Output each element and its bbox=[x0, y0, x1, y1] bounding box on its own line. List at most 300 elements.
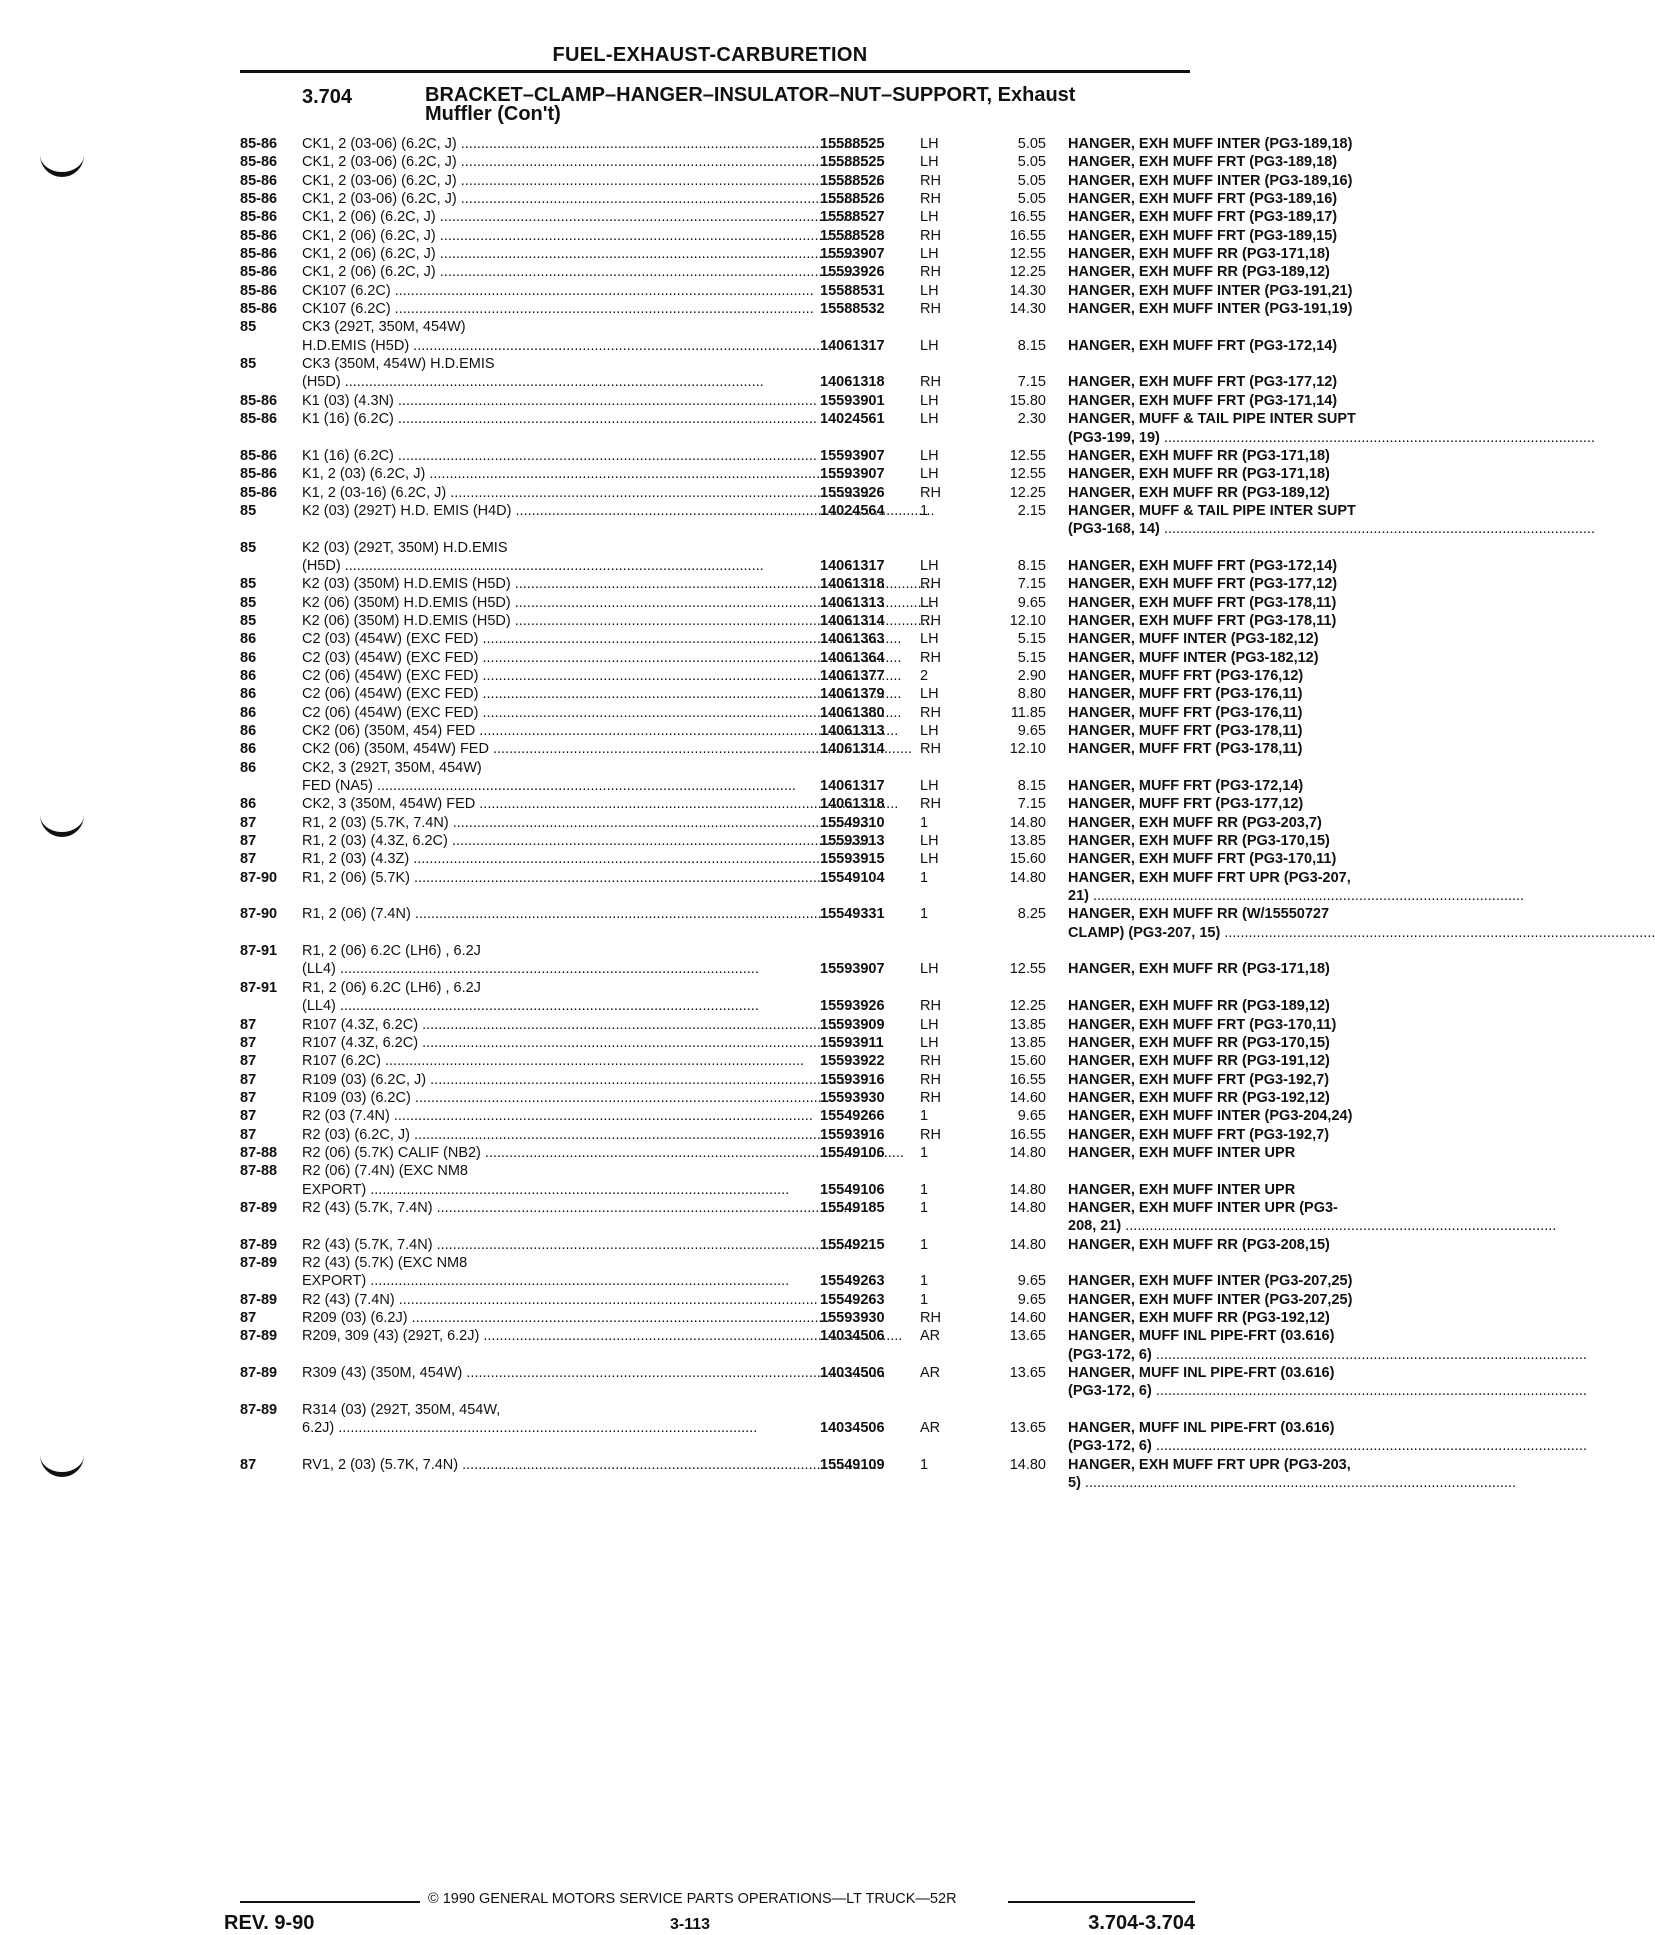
side-qty-cell: 1 bbox=[920, 1199, 929, 1216]
side-qty-cell: 1 bbox=[920, 1144, 929, 1161]
model-year-cell: 87 bbox=[240, 1034, 257, 1051]
table-row bbox=[240, 1236, 1330, 1254]
part-name-cell: HANGER, EXH MUFF INTER UPR (PG3- bbox=[1068, 1199, 1338, 1216]
part-name-cell: HANGER, EXH MUFF FRT UPR (PG3-203, bbox=[1068, 1456, 1351, 1473]
model-year-cell: 85-86 bbox=[240, 136, 278, 152]
parts-table bbox=[240, 135, 1356, 1492]
footer-rule-right bbox=[1008, 1901, 1195, 1903]
price-cell: 14.80 bbox=[1009, 1236, 1046, 1253]
application-cell: R2 (43) (7.4N) ..... bbox=[302, 1291, 798, 1309]
part-number-cell: 15549310 bbox=[820, 814, 885, 831]
side-qty-cell: LH bbox=[920, 833, 939, 850]
model-year-cell: 87-90 bbox=[240, 906, 278, 923]
model-year-cell: 86 bbox=[240, 741, 257, 758]
table-row bbox=[240, 740, 1303, 758]
application-cell: R107 (4.3Z, 6.2C) ..... bbox=[302, 1016, 798, 1034]
model-year-cell: 87 bbox=[240, 1126, 257, 1143]
application-cell: CK2, 3 (350M, 454W) FED ..... bbox=[302, 795, 798, 813]
side-qty-cell: 1 bbox=[920, 502, 929, 519]
model-year-cell: 85-86 bbox=[240, 154, 278, 171]
table-row bbox=[240, 318, 1190, 336]
model-year-cell: 87-89 bbox=[240, 1199, 278, 1216]
application-cell: K2 (06) (350M) H.D.EMIS (H5D) ..... bbox=[302, 612, 798, 630]
table-row bbox=[240, 1052, 1330, 1070]
table-row bbox=[240, 153, 1338, 171]
table-row bbox=[240, 1144, 1296, 1162]
side-qty-cell: 1 bbox=[920, 814, 929, 831]
side-qty-cell: AR bbox=[920, 1328, 941, 1345]
price-cell: 11.85 bbox=[1010, 704, 1046, 721]
part-number-cell: 15588526 bbox=[820, 191, 885, 208]
model-year-cell: 87-88 bbox=[240, 1163, 278, 1180]
price-cell: 5.15 bbox=[1017, 631, 1046, 648]
part-number-cell: 15593907 bbox=[820, 961, 885, 978]
model-year-cell: 85-86 bbox=[240, 447, 278, 464]
table-row bbox=[240, 1181, 1296, 1199]
application-cell: K1, 2 (03-16) (6.2C, J) ..... bbox=[302, 484, 798, 502]
price-cell: 13.65 bbox=[1009, 1420, 1046, 1437]
side-qty-cell: RH bbox=[920, 576, 941, 593]
part-name-cell: HANGER, EXH MUFF RR (PG3-171,18) bbox=[1068, 246, 1330, 263]
application-cell: EXPORT) ..... bbox=[302, 1272, 798, 1290]
part-name-cell: HANGER, EXH MUFF RR (PG3-203,7) bbox=[1068, 814, 1322, 831]
price-cell: 14.60 bbox=[1009, 1310, 1046, 1326]
application-cell: C2 (06) (454W) (EXC FED) ..... bbox=[302, 704, 798, 722]
price-cell: 7.15 bbox=[1017, 796, 1046, 813]
application-cell: C2 (03) (454W) (EXC FED) ..... bbox=[302, 649, 798, 667]
part-number-cell: 14061317 bbox=[820, 337, 885, 354]
application-cell: K2 (03) (292T, 350M) H.D.EMIS bbox=[302, 539, 508, 556]
part-name-cell: HANGER, EXH MUFF FRT (PG3-177,12) bbox=[1068, 576, 1338, 593]
table-row bbox=[240, 722, 1303, 740]
side-qty-cell: RH bbox=[920, 741, 941, 758]
side-qty-cell: LH bbox=[920, 557, 939, 574]
part-name-cell: HANGER, EXH MUFF FRT (PG3-172,14) bbox=[1068, 337, 1338, 354]
side-qty-cell: LH bbox=[920, 246, 939, 263]
part-name-cell: HANGER, MUFF INTER (PG3-182,12) bbox=[1068, 631, 1319, 648]
price-cell: 9.65 bbox=[1017, 1291, 1046, 1308]
part-number-cell: 15549331 bbox=[820, 906, 885, 923]
price-cell: 5.15 bbox=[1017, 649, 1046, 666]
model-year-cell: 87 bbox=[240, 1310, 257, 1326]
price-cell: 8.80 bbox=[1017, 686, 1046, 703]
table-row bbox=[240, 245, 1330, 263]
side-qty-cell: RH bbox=[920, 301, 941, 318]
application-cell: C2 (06) (454W) (EXC FED) ..... bbox=[302, 685, 798, 703]
footer-page-number: 3-113 bbox=[669, 1916, 711, 1933]
application-cell: R2 (43) (5.7K, 7.4N) ..... bbox=[302, 1199, 798, 1217]
price-cell: 14.80 bbox=[1009, 814, 1046, 831]
table-row bbox=[240, 795, 1304, 813]
price-cell: 9.65 bbox=[1017, 594, 1046, 611]
part-number-cell: 14061317 bbox=[820, 557, 885, 574]
model-year-cell: 87-89 bbox=[240, 1328, 278, 1345]
part-name-cell: HANGER, EXH MUFF RR (PG3-189,12) bbox=[1068, 264, 1330, 281]
model-year-cell: 85-86 bbox=[240, 466, 278, 483]
part-name-cell: 21) ..... bbox=[1068, 887, 1438, 905]
model-year-cell: 85-86 bbox=[240, 282, 278, 299]
part-name-cell: HANGER, EXH MUFF RR (PG3-170,15) bbox=[1068, 833, 1330, 850]
part-number-cell: 14061314 bbox=[820, 612, 885, 629]
application-cell: C2 (06) (454W) (EXC FED) ..... bbox=[302, 667, 798, 685]
part-number-cell: 14061318 bbox=[820, 796, 885, 813]
application-cell: R1, 2 (06) 6.2C (LH6) , 6.2J bbox=[302, 979, 481, 996]
application-cell: R314 (03) (292T, 350M, 454W, bbox=[302, 1401, 501, 1418]
side-qty-cell: LH bbox=[920, 136, 939, 152]
model-year-cell: 86 bbox=[240, 631, 257, 648]
table-row bbox=[240, 539, 1190, 557]
table-row bbox=[240, 355, 1190, 373]
application-cell: (LL4) ..... bbox=[302, 960, 798, 978]
price-cell: 8.15 bbox=[1017, 778, 1046, 795]
table-row bbox=[240, 520, 1190, 538]
application-cell: CK1, 2 (03-06) (6.2C, J) ..... bbox=[302, 172, 798, 190]
side-qty-cell: LH bbox=[920, 392, 939, 409]
part-number-cell: 14034506 bbox=[820, 1420, 885, 1437]
model-year-cell: 85-86 bbox=[240, 209, 278, 226]
price-cell: 12.55 bbox=[1009, 961, 1046, 978]
part-number-cell: 15588526 bbox=[820, 172, 885, 189]
price-cell: 5.05 bbox=[1017, 136, 1046, 152]
application-cell: R1, 2 (03) (5.7K, 7.4N) ..... bbox=[302, 814, 798, 832]
price-cell: 5.05 bbox=[1017, 191, 1046, 208]
table-row bbox=[240, 1382, 1190, 1400]
table-row bbox=[240, 905, 1330, 923]
side-qty-cell: RH bbox=[920, 1310, 941, 1326]
part-name-cell: HANGER, EXH MUFF FRT (PG3-189,15) bbox=[1068, 227, 1338, 244]
part-number-cell: 15549106 bbox=[820, 1144, 885, 1161]
part-name-cell: HANGER, EXH MUFF FRT (PG3-178,11) bbox=[1068, 612, 1337, 629]
side-qty-cell: 1 bbox=[920, 1456, 929, 1473]
table-row bbox=[240, 1254, 1190, 1272]
application-cell: R2 (06) (7.4N) (EXC NM8 bbox=[302, 1163, 468, 1180]
table-row bbox=[240, 704, 1303, 722]
part-number-cell: 15593930 bbox=[820, 1310, 885, 1326]
table-row bbox=[240, 1162, 1190, 1180]
side-qty-cell: 1 bbox=[920, 906, 929, 923]
part-name-cell: HANGER, EXH MUFF FRT UPR (PG3-207, bbox=[1068, 869, 1351, 886]
part-name-cell: HANGER, EXH MUFF RR (W/15550727 bbox=[1068, 906, 1330, 923]
application-cell: R2 (43) (5.7K, 7.4N) ..... bbox=[302, 1236, 798, 1254]
application-cell: CK1, 2 (03-06) (6.2C, J) ..... bbox=[302, 135, 798, 153]
section-title bbox=[425, 86, 1075, 124]
side-qty-cell: 1 bbox=[920, 1181, 929, 1198]
price-cell: 14.80 bbox=[1009, 1456, 1046, 1473]
model-year-cell: 85 bbox=[240, 502, 257, 519]
part-name-cell: HANGER, EXH MUFF FRT (PG3-192,7) bbox=[1068, 1071, 1330, 1088]
application-cell: (H5D) ..... bbox=[302, 373, 798, 391]
application-cell: FED (NA5) ..... bbox=[302, 777, 798, 795]
table-row bbox=[240, 1456, 1351, 1474]
table-row bbox=[240, 1364, 1335, 1382]
table-row bbox=[240, 997, 1330, 1015]
price-cell: 14.80 bbox=[1009, 869, 1046, 886]
part-number-cell: 14034506 bbox=[820, 1365, 885, 1382]
table-row bbox=[240, 300, 1353, 318]
model-year-cell: 87-89 bbox=[240, 1401, 278, 1418]
part-number-cell: 15593907 bbox=[820, 447, 885, 464]
application-cell: R209, 309 (43) (292T, 6.2J) ..... bbox=[302, 1327, 798, 1345]
part-number-cell: 14061313 bbox=[820, 594, 885, 611]
application-cell: CK2, 3 (292T, 350M, 454W) bbox=[302, 759, 482, 776]
model-year-cell: 85-86 bbox=[240, 191, 278, 208]
table-row bbox=[240, 1016, 1337, 1034]
side-qty-cell: RH bbox=[920, 1053, 941, 1070]
side-qty-cell: LH bbox=[920, 723, 939, 739]
price-cell: 12.25 bbox=[1009, 264, 1046, 281]
part-number-cell: 15549263 bbox=[820, 1273, 885, 1290]
application-cell: R2 (43) (5.7K) (EXC NM8 bbox=[302, 1254, 468, 1271]
application-cell: RV1, 2 (03) (5.7K, 7.4N) ..... bbox=[302, 1456, 798, 1474]
table-row bbox=[240, 1126, 1330, 1144]
application-cell: R2 (03 (7.4N) ..... bbox=[302, 1107, 798, 1125]
side-qty-cell: LH bbox=[920, 411, 939, 428]
application-cell: (H5D) ..... bbox=[302, 557, 798, 575]
application-cell: K1, 2 (03) (6.2C, J) ..... bbox=[302, 465, 798, 483]
side-qty-cell: AR bbox=[920, 1420, 941, 1437]
part-name-cell: HANGER, EXH MUFF INTER (PG3-207,25) bbox=[1068, 1273, 1353, 1290]
part-number-cell: 14024561 bbox=[820, 411, 885, 428]
price-cell: 13.85 bbox=[1009, 833, 1046, 850]
side-qty-cell: LH bbox=[920, 337, 939, 354]
application-cell: CK1, 2 (03-06) (6.2C, J) ..... bbox=[302, 153, 798, 171]
model-year-cell: 87-90 bbox=[240, 869, 278, 886]
table-row bbox=[240, 1346, 1190, 1364]
table-row bbox=[240, 575, 1338, 593]
part-name-cell: HANGER, MUFF INL PIPE-FRT (03.616) bbox=[1068, 1328, 1335, 1345]
table-row bbox=[240, 1309, 1330, 1327]
table-row bbox=[240, 1419, 1335, 1437]
model-year-cell: 85-86 bbox=[240, 484, 278, 501]
price-cell: 12.10 bbox=[1009, 612, 1046, 629]
table-row bbox=[240, 465, 1330, 483]
price-cell: 12.10 bbox=[1009, 741, 1046, 758]
table-row bbox=[240, 887, 1190, 905]
part-number-cell: 14061364 bbox=[820, 649, 885, 666]
side-qty-cell: LH bbox=[920, 1034, 939, 1051]
price-cell: 14.80 bbox=[1009, 1181, 1046, 1198]
part-name-cell: HANGER, EXH MUFF FRT (PG3-189,16) bbox=[1068, 191, 1338, 208]
price-cell: 13.85 bbox=[1009, 1034, 1046, 1051]
application-cell: R309 (43) (350M, 454W) ..... bbox=[302, 1364, 798, 1382]
side-qty-cell: LH bbox=[920, 209, 939, 226]
table-row bbox=[240, 1034, 1330, 1052]
model-year-cell: 86 bbox=[240, 704, 257, 721]
side-qty-cell: RH bbox=[920, 374, 941, 391]
part-number-cell: 15593926 bbox=[820, 998, 885, 1015]
model-year-cell: 87 bbox=[240, 1071, 257, 1088]
part-number-cell: 14061380 bbox=[820, 704, 885, 721]
price-cell: 16.55 bbox=[1009, 227, 1046, 244]
part-number-cell: 15549185 bbox=[820, 1199, 885, 1216]
table-row bbox=[240, 1217, 1190, 1235]
part-number-cell: 15588525 bbox=[820, 154, 885, 171]
table-row bbox=[240, 429, 1190, 447]
model-year-cell: 85 bbox=[240, 594, 257, 611]
side-qty-cell: RH bbox=[920, 484, 941, 501]
part-number-cell: 15593926 bbox=[820, 484, 885, 501]
model-year-cell: 87-88 bbox=[240, 1144, 278, 1161]
table-row bbox=[240, 612, 1337, 630]
application-cell: CK107 (6.2C) ..... bbox=[302, 282, 798, 300]
side-qty-cell: LH bbox=[920, 1016, 939, 1033]
model-year-cell: 86 bbox=[240, 723, 257, 739]
application-cell: K2 (03) (350M) H.D.EMIS (H5D) ..... bbox=[302, 575, 798, 593]
model-year-cell: 87-91 bbox=[240, 943, 278, 960]
part-name-cell: HANGER, MUFF & TAIL PIPE INTER SUPT bbox=[1068, 411, 1356, 428]
side-qty-cell: 1 bbox=[920, 1273, 929, 1290]
side-qty-cell: RH bbox=[920, 1089, 941, 1106]
table-row bbox=[240, 1199, 1338, 1217]
table-row bbox=[240, 557, 1338, 575]
side-qty-cell: LH bbox=[920, 154, 939, 171]
part-number-cell: 15588527 bbox=[820, 209, 885, 226]
part-number-cell: 15549215 bbox=[820, 1236, 885, 1253]
model-year-cell: 87 bbox=[240, 1108, 257, 1125]
application-cell: R2 (06) (5.7K) CALIF (NB2) ..... bbox=[302, 1144, 798, 1162]
model-year-cell: 87-89 bbox=[240, 1365, 278, 1382]
side-qty-cell: RH bbox=[920, 191, 941, 208]
price-cell: 7.15 bbox=[1017, 576, 1046, 593]
table-row bbox=[240, 869, 1351, 887]
application-cell: C2 (03) (454W) (EXC FED) ..... bbox=[302, 630, 798, 648]
price-cell: 9.65 bbox=[1017, 1273, 1046, 1290]
part-number-cell: 15549106 bbox=[820, 1181, 885, 1198]
table-row bbox=[240, 1107, 1353, 1125]
binder-hole-top bbox=[40, 150, 84, 177]
price-cell: 13.65 bbox=[1009, 1365, 1046, 1382]
model-year-cell: 85-86 bbox=[240, 411, 278, 428]
part-name-cell: HANGER, MUFF FRT (PG3-172,14) bbox=[1068, 778, 1304, 795]
price-cell: 14.80 bbox=[1009, 1144, 1046, 1161]
part-number-cell: 15593916 bbox=[820, 1126, 885, 1143]
side-qty-cell: RH bbox=[920, 998, 941, 1015]
application-cell: CK1, 2 (03-06) (6.2C, J) ..... bbox=[302, 190, 798, 208]
part-name-cell: HANGER, EXH MUFF RR (PG3-171,18) bbox=[1068, 961, 1330, 978]
section-title-line2: Muffler (Con't) bbox=[425, 103, 561, 125]
part-name-cell: HANGER, MUFF INL PIPE-FRT (03.616) bbox=[1068, 1365, 1335, 1382]
price-cell: 14.80 bbox=[1009, 1199, 1046, 1216]
side-qty-cell: AR bbox=[920, 1365, 941, 1382]
model-year-cell: 87-91 bbox=[240, 979, 278, 996]
part-number-cell: 15593909 bbox=[820, 1016, 885, 1033]
application-cell: K1 (16) (6.2C) ..... bbox=[302, 410, 798, 428]
table-row bbox=[240, 1474, 1190, 1492]
side-qty-cell: 1 bbox=[920, 869, 929, 886]
part-name-cell: HANGER, EXH MUFF RR (PG3-171,18) bbox=[1068, 466, 1330, 483]
application-cell: K1 (03) (4.3N) ..... bbox=[302, 392, 798, 410]
model-year-cell: 85-86 bbox=[240, 227, 278, 244]
part-name-cell: HANGER, EXH MUFF INTER (PG3-191,21) bbox=[1068, 282, 1353, 299]
side-qty-cell: LH bbox=[920, 631, 939, 648]
price-cell: 13.65 bbox=[1009, 1328, 1046, 1345]
application-cell: CK1, 2 (06) (6.2C, J) ..... bbox=[302, 263, 798, 281]
part-name-cell: HANGER, EXH MUFF RR (PG3-192,12) bbox=[1068, 1089, 1330, 1106]
table-row bbox=[240, 263, 1330, 281]
side-qty-cell: RH bbox=[920, 704, 941, 721]
price-cell: 14.30 bbox=[1009, 301, 1046, 318]
part-number-cell: 15593916 bbox=[820, 1071, 885, 1088]
table-row bbox=[240, 759, 1190, 777]
table-row bbox=[240, 814, 1322, 832]
side-qty-cell: 2 bbox=[920, 667, 929, 684]
application-cell: R1, 2 (06) 6.2C (LH6) , 6.2J bbox=[302, 943, 481, 960]
part-number-cell: 15588528 bbox=[820, 227, 885, 244]
header-rule bbox=[240, 70, 1190, 73]
application-cell: H.D.EMIS (H5D) ..... bbox=[302, 337, 798, 355]
model-year-cell: 85 bbox=[240, 319, 257, 336]
part-name-cell: 208, 21) ..... bbox=[1068, 1217, 1438, 1235]
part-name-cell: HANGER, EXH MUFF RR (PG3-189,12) bbox=[1068, 998, 1330, 1015]
table-row bbox=[240, 447, 1330, 465]
table-row bbox=[240, 777, 1304, 795]
application-cell: CK2 (06) (350M, 454W) FED ..... bbox=[302, 740, 798, 758]
model-year-cell: 85-86 bbox=[240, 246, 278, 263]
part-name-cell: HANGER, MUFF INL PIPE-FRT (03.616) bbox=[1068, 1420, 1335, 1437]
table-row bbox=[240, 594, 1337, 612]
application-cell: K1 (16) (6.2C) ..... bbox=[302, 447, 798, 465]
part-name-cell: HANGER, EXH MUFF FRT (PG3-170,11) bbox=[1068, 851, 1337, 868]
part-name-cell: HANGER, EXH MUFF INTER (PG3-207,25) bbox=[1068, 1291, 1353, 1308]
price-cell: 15.80 bbox=[1009, 392, 1046, 409]
price-cell: 8.15 bbox=[1017, 557, 1046, 574]
price-cell: 5.05 bbox=[1017, 172, 1046, 189]
model-year-cell: 85 bbox=[240, 356, 257, 373]
side-qty-cell: RH bbox=[920, 612, 941, 629]
model-year-cell: 85-86 bbox=[240, 264, 278, 281]
price-cell: 15.60 bbox=[1009, 1053, 1046, 1070]
model-year-cell: 87 bbox=[240, 851, 257, 868]
application-cell: (LL4) ..... bbox=[302, 997, 798, 1015]
model-year-cell: 86 bbox=[240, 796, 257, 813]
price-cell: 16.55 bbox=[1009, 1071, 1046, 1088]
model-year-cell: 87 bbox=[240, 1089, 257, 1106]
side-qty-cell: LH bbox=[920, 961, 939, 978]
side-qty-cell: 1 bbox=[920, 1236, 929, 1253]
model-year-cell: 85-86 bbox=[240, 301, 278, 318]
model-year-cell: 87 bbox=[240, 814, 257, 831]
binder-hole-middle bbox=[40, 810, 84, 837]
application-cell: CK3 (350M, 454W) H.D.EMIS bbox=[302, 356, 495, 373]
application-cell: R1, 2 (06) (7.4N) ..... bbox=[302, 905, 798, 923]
side-qty-cell: LH bbox=[920, 447, 939, 464]
table-row bbox=[240, 190, 1338, 208]
part-name-cell: HANGER, EXH MUFF FRT (PG3-178,11) bbox=[1068, 594, 1337, 611]
table-row bbox=[240, 337, 1338, 355]
application-cell: CK2 (06) (350M, 454) FED ..... bbox=[302, 722, 798, 740]
model-year-cell: 86 bbox=[240, 759, 257, 776]
model-year-cell: 87 bbox=[240, 1053, 257, 1070]
side-qty-cell: RH bbox=[920, 796, 941, 813]
table-row bbox=[240, 172, 1353, 190]
part-name-cell: HANGER, EXH MUFF FRT (PG3-189,17) bbox=[1068, 209, 1338, 226]
table-row bbox=[240, 979, 1190, 997]
part-number-cell: 14061313 bbox=[820, 723, 885, 739]
part-name-cell: HANGER, EXH MUFF INTER (PG3-189,16) bbox=[1068, 172, 1353, 189]
table-row bbox=[240, 410, 1356, 428]
page-header-title: FUEL-EXHAUST-CARBURETION bbox=[552, 44, 868, 66]
part-number-cell: 14061317 bbox=[820, 778, 885, 795]
table-row bbox=[240, 1327, 1335, 1345]
application-cell: CK107 (6.2C) ..... bbox=[302, 300, 798, 318]
model-year-cell: 86 bbox=[240, 686, 257, 703]
price-cell: 15.60 bbox=[1009, 851, 1046, 868]
side-qty-cell: RH bbox=[920, 172, 941, 189]
price-cell: 8.25 bbox=[1017, 906, 1046, 923]
application-cell: CK1, 2 (06) (6.2C, J) ..... bbox=[302, 245, 798, 263]
part-number-cell: 15593907 bbox=[820, 466, 885, 483]
part-name-cell: HANGER, EXH MUFF RR (PG3-189,12) bbox=[1068, 484, 1330, 501]
